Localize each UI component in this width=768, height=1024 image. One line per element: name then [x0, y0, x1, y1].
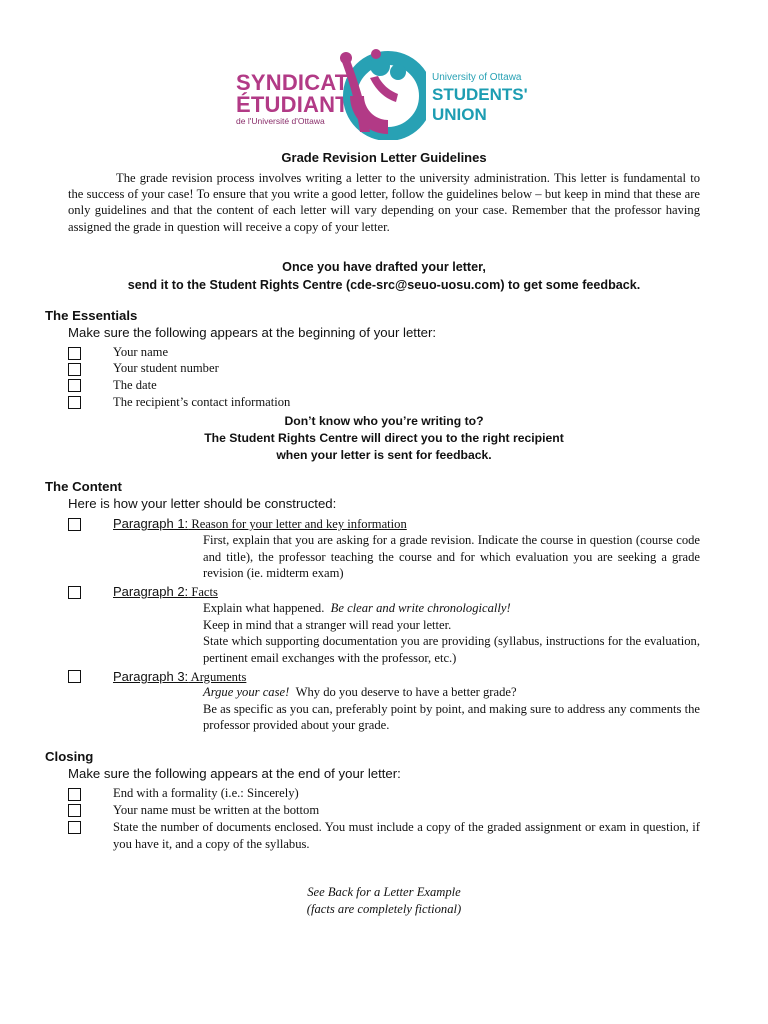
paragraph-1-description: First, explain that you are asking for a grade revision. Indicate the course in question (course code and title), the professor teaching the course and for which evaluation you are seeking a grade revision (ie. midterm exam): [203, 533, 700, 581]
logo-french-line3: de l'Université d'Ottawa: [236, 116, 325, 126]
students-union-logo: [232, 44, 542, 144]
recipient-callout: [0, 413, 768, 465]
logo-english-line1: University of Ottawa: [432, 72, 522, 83]
closing-lead: Make sure the following appears at the end of your letter:: [68, 766, 401, 781]
paragraph-2-desc-c: State which supporting documentation you are providing (syllabus, instructions for the evaluation, pertinent email exchanges with the professor, etc.): [203, 634, 700, 665]
checkbox-name-bottom[interactable]: [68, 804, 81, 817]
feedback-callout-line2: send it to the Student Rights Centre (cde-src@seuo-uosu.com) to get some feedback.: [127, 277, 641, 292]
logo-french-line1: SYNDICAT: [236, 70, 349, 95]
intro-paragraph: [68, 170, 700, 235]
footer-line2: (facts are completely fictional): [306, 902, 462, 916]
checkbox-recipient-info[interactable]: [68, 396, 81, 409]
paragraph-2-label: [113, 584, 218, 600]
essentials-heading: The Essentials: [45, 308, 138, 323]
paragraph-1-label: [113, 516, 407, 532]
checkbox-formality[interactable]: [68, 788, 81, 801]
union-emblem-icon: [336, 44, 426, 140]
closing-item: State the number of documents enclosed. You must include a copy of the graded assignment or exam in question, if you have it, and a copy of the syllabus.: [113, 820, 700, 851]
recipient-callout-line3: when your letter is sent for feedback.: [276, 448, 492, 463]
closing-heading: Closing: [45, 749, 94, 764]
recipient-callout-line2: The Student Rights Centre will direct you to the right recipient: [204, 431, 564, 446]
feedback-callout-line1: Once you have drafted your letter,: [282, 260, 486, 274]
paragraph-3-description: [203, 684, 700, 734]
paragraph-2-description: [203, 600, 700, 666]
paragraph-2-desc-a: Explain what happened.: [203, 601, 325, 615]
paragraph-2-number: Paragraph 2:: [113, 584, 189, 599]
footer-line1: See Back for a Letter Example: [307, 885, 461, 899]
essentials-item: The recipient’s contact information: [113, 395, 291, 409]
paragraph-3-desc-b: Be as specific as you can, preferably point by point, and making sure to address any comments the professor provided about your grade.: [203, 701, 700, 733]
essentials-lead: Make sure the following appears at the beginning of your letter:: [68, 325, 437, 340]
essentials-item: Your name: [113, 345, 169, 359]
feedback-callout: [0, 259, 768, 294]
paragraph-1-number: Paragraph 1:: [113, 516, 189, 531]
page-title: Grade Revision Letter Guidelines: [281, 150, 487, 165]
paragraph-2-desc-b: Keep in mind that a stranger will read your letter.: [203, 617, 452, 632]
content-lead: Here is how your letter should be constructed:: [68, 496, 337, 511]
paragraph-2-topic: Facts: [188, 585, 218, 599]
content-heading: The Content: [45, 479, 122, 494]
checkbox-your-name[interactable]: [68, 347, 81, 360]
logo-english-line3: UNION: [432, 105, 487, 124]
checkbox-documents-enclosed[interactable]: [68, 821, 81, 834]
checkbox-paragraph-2[interactable]: [68, 586, 81, 599]
paragraph-1-topic: Reason for your letter and key information: [188, 517, 407, 531]
checkbox-paragraph-3[interactable]: [68, 670, 81, 683]
paragraph-3-label: [113, 669, 246, 685]
logo-english-line2: STUDENTS': [432, 85, 528, 104]
intro-text: The grade revision process involves writing a letter to the university administration. This letter is fundamental to the success of your case! To ensure that you write a good letter, follow the guidelines below – but keep in mind that these are only guidelines and that the content of each letter will vary depending on your case. Remember that the professor having assigned the grade in question will receive a copy of your letter.: [68, 171, 700, 234]
paragraph-3-desc-a: Why do you deserve to have a better grade?: [295, 685, 517, 699]
recipient-callout-line1: Don’t know who you’re writing to?: [284, 414, 484, 428]
paragraph-3-desc-italic: Argue your case!: [203, 685, 290, 699]
essentials-item: Your student number: [113, 361, 219, 375]
checkbox-student-number[interactable]: [68, 363, 81, 376]
checkbox-paragraph-1[interactable]: [68, 518, 81, 531]
paragraph-2-desc-italic: Be clear and write chronologically!: [330, 601, 511, 615]
closing-item: Your name must be written at the bottom: [113, 803, 320, 817]
paragraph-3-topic: Arguments: [188, 670, 247, 684]
essentials-item: The date: [113, 378, 157, 392]
paragraph-3-number: Paragraph 3:: [113, 669, 189, 684]
closing-item: End with a formality (i.e.: Sincerely): [113, 786, 299, 800]
logo-french-line2: ÉTUDIANT: [236, 92, 349, 117]
checkbox-date[interactable]: [68, 379, 81, 392]
footer-note: [0, 884, 768, 918]
